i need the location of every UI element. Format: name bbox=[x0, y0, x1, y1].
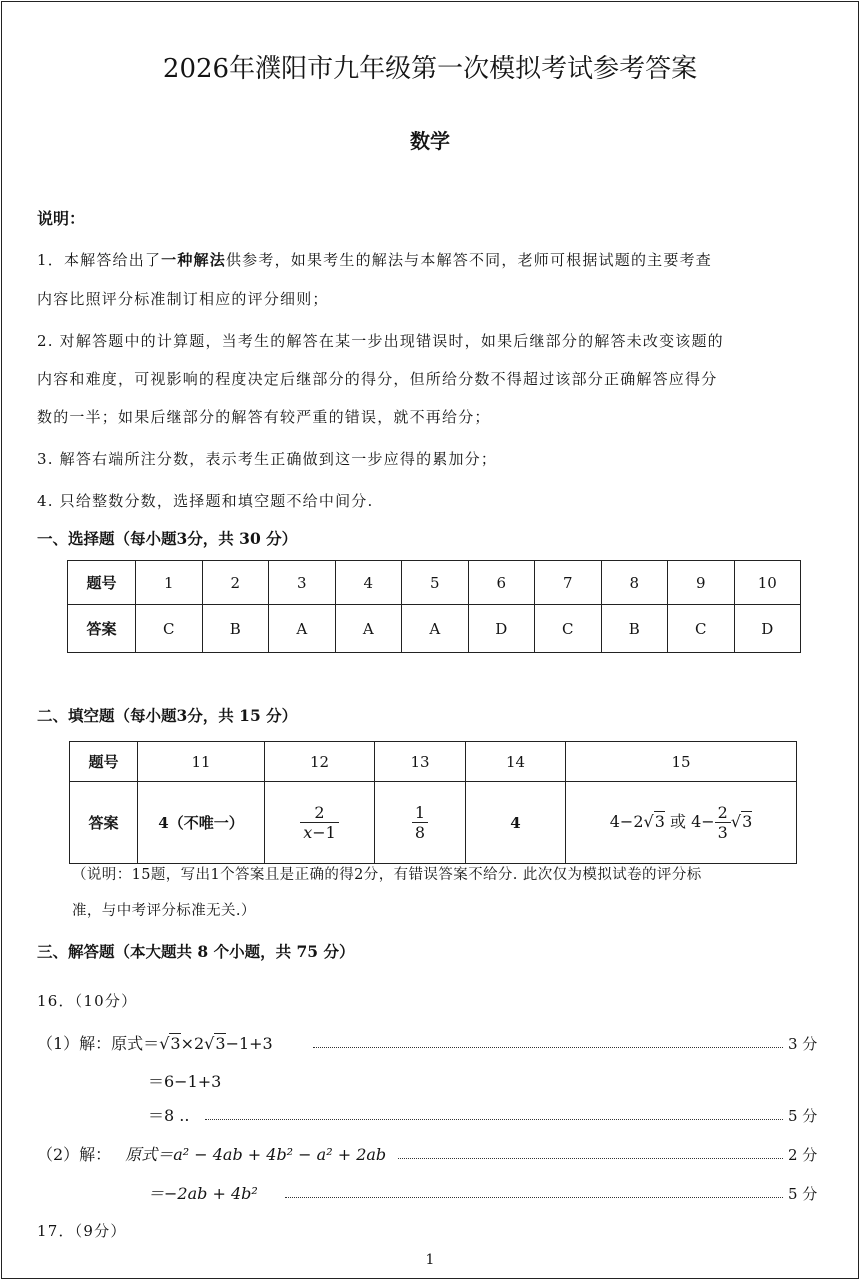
q16-part2-line2: ＝−2ab + 4b² bbox=[148, 1184, 258, 1203]
q-number: 9 bbox=[668, 561, 735, 605]
fill-answer-table bbox=[69, 741, 797, 864]
answer-cell: A bbox=[269, 605, 336, 653]
answer-cell: C bbox=[136, 605, 203, 653]
fraction-denominator: 8 bbox=[412, 822, 428, 842]
q-number: 11 bbox=[138, 742, 265, 782]
note-4: 4. 只给整数分数，选择题和填空题不给中间分. bbox=[37, 492, 374, 510]
q16-part1-line1: （1）解：原式＝√3×2√3−1+3 bbox=[37, 1034, 273, 1053]
score-label: 5 分 bbox=[788, 1107, 818, 1125]
dot-leader bbox=[205, 1119, 783, 1120]
q-number: 4 bbox=[335, 561, 402, 605]
q-number: 14 bbox=[466, 742, 566, 782]
expr-part: 原式＝a² − 4ab + 4b² − a² + 2ab bbox=[125, 1145, 387, 1164]
subject-heading: 数学 bbox=[410, 129, 450, 153]
fraction-numerator: 2 bbox=[717, 802, 728, 822]
answer-cell: B bbox=[601, 605, 668, 653]
fraction bbox=[300, 803, 339, 842]
note-1-prefix: 1．本解答给出了 bbox=[37, 251, 162, 269]
dot-leader bbox=[398, 1158, 783, 1159]
answer-cell: B bbox=[202, 605, 269, 653]
note-2-line2: 内容和难度，可视影响的程度决定后继部分的得分，但所给分数不得超过该部分正确解答应得分 bbox=[37, 370, 718, 388]
radicand: 3 bbox=[654, 812, 665, 831]
answer-cell: A bbox=[335, 605, 402, 653]
answer-cell-14: 4 bbox=[466, 782, 566, 864]
q-number: 1 bbox=[136, 561, 203, 605]
table-row bbox=[68, 561, 801, 605]
q16-part1-line3: ＝8 .. bbox=[148, 1106, 190, 1125]
notes-label: 说明： bbox=[37, 209, 86, 228]
score-label: 3 分 bbox=[788, 1035, 818, 1053]
or-text: 或 4− bbox=[664, 812, 715, 831]
note-2-line3: 数的一半；如果后继部分的解答有较严重的错误，就不再给分； bbox=[37, 408, 491, 426]
q-number: 7 bbox=[535, 561, 602, 605]
part2-label: （2）解： bbox=[37, 1145, 112, 1164]
expr-part: −1+3 bbox=[225, 1034, 273, 1053]
q-number: 13 bbox=[375, 742, 466, 782]
fraction-denominator bbox=[300, 822, 339, 842]
fraction-numerator: 1 bbox=[414, 802, 426, 822]
answer-cell: A bbox=[402, 605, 469, 653]
fraction-numerator: 2 bbox=[314, 802, 325, 822]
page-title: 2026年濮阳市九年级第一次模拟考试参考答案 bbox=[162, 54, 698, 84]
radicand: 3 bbox=[215, 1034, 226, 1053]
radicand: 3 bbox=[170, 1034, 181, 1053]
answer-cell-11: 4（不唯一） bbox=[138, 782, 265, 864]
note-1-rest: 供参考，如果考生的解法与本解答不同，老师可根据试题的主要考查 bbox=[225, 251, 712, 269]
answer-cell: C bbox=[668, 605, 735, 653]
section2-note-line1: （说明：15题，写出1个答案且是正确的得2分，有错误答案不给分. 此次仅为模拟试卷的评分标 bbox=[72, 867, 702, 883]
answer-cell-15: 4−2√3 或 4− $\frac{2}{3}$ √3 bbox=[566, 782, 797, 864]
q-number: 12 bbox=[265, 742, 375, 782]
fraction-denominator: 3 bbox=[715, 822, 731, 842]
section2-note-line2: 准，与中考评分标准无关.） bbox=[72, 903, 256, 919]
fraction bbox=[715, 803, 731, 842]
table-row bbox=[68, 605, 801, 653]
row-label-answer: 答案 bbox=[68, 605, 136, 653]
q-number: 10 bbox=[734, 561, 801, 605]
q-number: 15 bbox=[566, 742, 797, 782]
denominator-rest: −1 bbox=[312, 823, 336, 842]
note-1 bbox=[37, 249, 712, 270]
row-label-question: 题号 bbox=[68, 561, 136, 605]
table-row bbox=[70, 742, 797, 782]
q-number: 8 bbox=[601, 561, 668, 605]
answer-cell-13 bbox=[375, 782, 466, 864]
answer-cell: D bbox=[468, 605, 535, 653]
dot-leader bbox=[313, 1047, 783, 1048]
choice-answer-table bbox=[67, 560, 801, 653]
score-label: 5 分 bbox=[788, 1185, 818, 1203]
note-2-line1: 2. 对解答题中的计算题，当考生的解答在某一步出现错误时，如果后继部分的解答未改变该题的 bbox=[37, 332, 724, 350]
answer-cell: C bbox=[535, 605, 602, 653]
section1-title: 一、选择题（每小题3分，共 30 分） bbox=[37, 529, 298, 548]
q17-heading: 17．（9分） bbox=[37, 1222, 127, 1240]
note-1-line2: 内容比照评分标准制订相应的评分细则； bbox=[37, 290, 329, 308]
q-number: 3 bbox=[269, 561, 336, 605]
q-number: 2 bbox=[202, 561, 269, 605]
q-number: 5 bbox=[402, 561, 469, 605]
radicand: 3 bbox=[742, 812, 753, 831]
score-label: 2 分 bbox=[788, 1146, 818, 1164]
q16-part1-line2: ＝6−1+3 bbox=[148, 1072, 222, 1091]
page-number: 1 bbox=[425, 1252, 435, 1268]
expr-part: ×2 bbox=[180, 1034, 205, 1053]
fraction bbox=[412, 803, 428, 842]
note-3: 3. 解答右端所注分数，表示考生正确做到这一步应得的累加分； bbox=[37, 450, 498, 468]
answer-cell-12 bbox=[265, 782, 375, 864]
section3-title: 三、解答题（本大题共 8 个小题，共 75 分） bbox=[37, 942, 355, 961]
answer-cell: D bbox=[734, 605, 801, 653]
q16-part2-line1 bbox=[37, 1142, 386, 1165]
table-row bbox=[70, 782, 797, 864]
q16-heading: 16．（10分） bbox=[37, 992, 138, 1010]
note-1-bold: 一种解法 bbox=[161, 251, 226, 269]
row-label-answer: 答案 bbox=[70, 782, 138, 864]
expr-part: 4−2 bbox=[609, 812, 644, 831]
variable: x bbox=[303, 823, 313, 842]
row-label-question: 题号 bbox=[70, 742, 138, 782]
part1-label: （1）解：原式＝ bbox=[37, 1034, 160, 1053]
dot-leader bbox=[285, 1197, 783, 1198]
q-number: 6 bbox=[468, 561, 535, 605]
section2-title: 二、填空题（每小题3分，共 15 分） bbox=[37, 706, 298, 725]
